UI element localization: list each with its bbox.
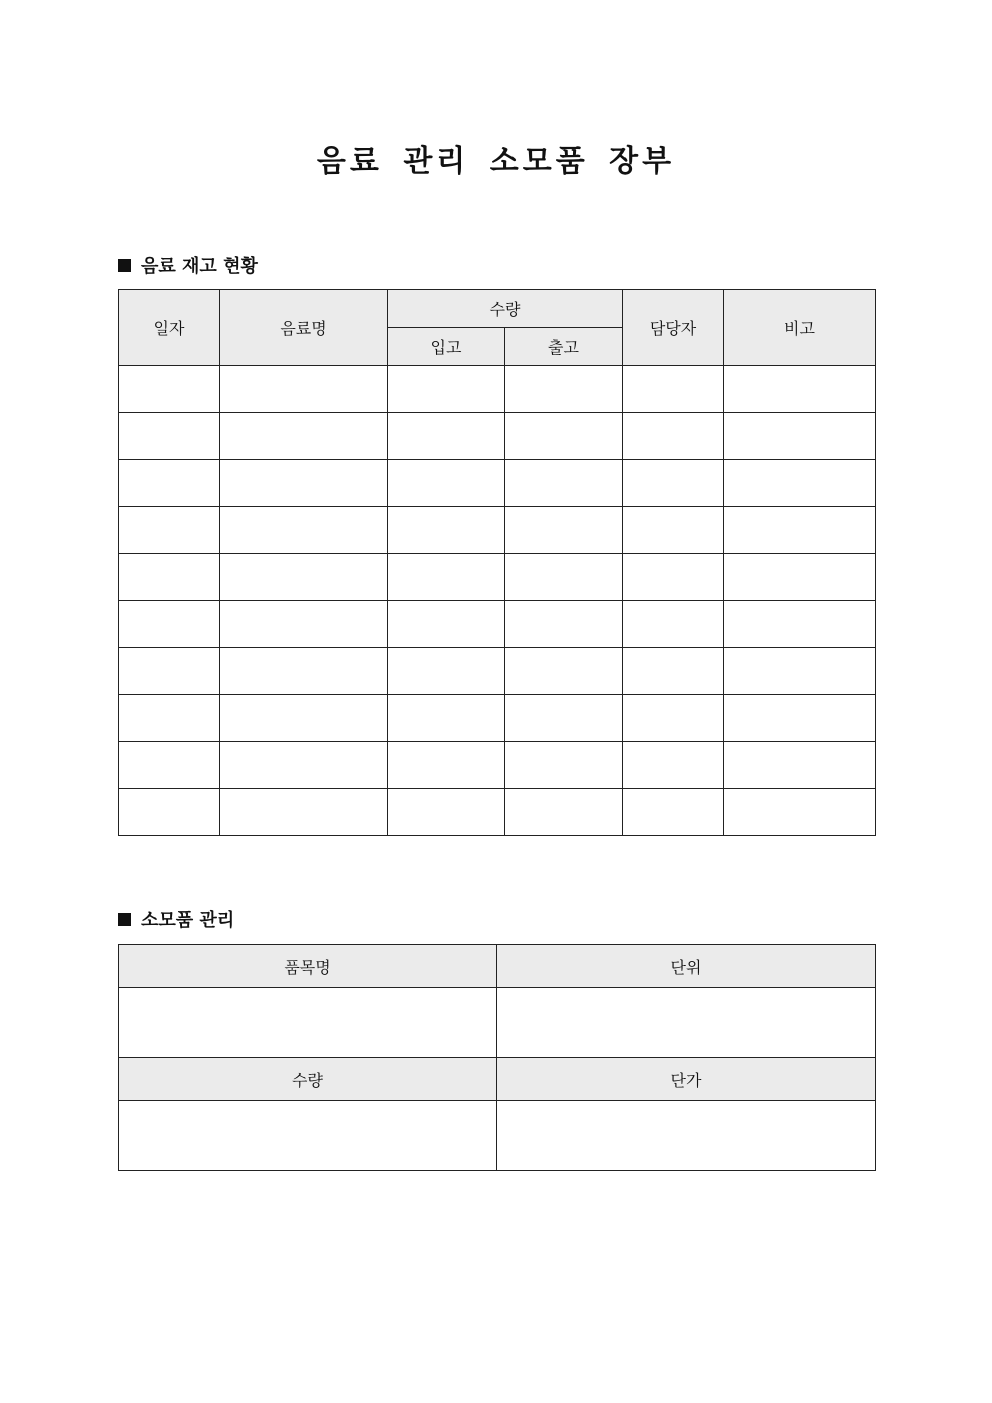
square-bullet-icon bbox=[118, 259, 131, 272]
unit-cell[interactable] bbox=[497, 988, 876, 1058]
item-name-header: 품목명 bbox=[119, 945, 497, 988]
date-cell[interactable] bbox=[119, 742, 220, 789]
manager-cell[interactable] bbox=[623, 554, 724, 601]
table-row bbox=[119, 742, 876, 789]
supply-header-row bbox=[119, 1058, 876, 1101]
remarks-cell[interactable] bbox=[724, 413, 876, 460]
supply-header-row bbox=[119, 945, 876, 988]
date-cell[interactable] bbox=[119, 695, 220, 742]
outgoing-cell[interactable] bbox=[505, 507, 623, 554]
stock-table-body bbox=[119, 366, 876, 836]
incoming-cell[interactable] bbox=[388, 507, 505, 554]
drink-name-cell[interactable] bbox=[220, 742, 388, 789]
remarks-header: 비고 bbox=[724, 290, 876, 366]
quantity-header: 수량 bbox=[388, 290, 623, 328]
manager-cell[interactable] bbox=[623, 507, 724, 554]
remarks-cell[interactable] bbox=[724, 554, 876, 601]
outgoing-cell[interactable] bbox=[505, 601, 623, 648]
stock-section-heading bbox=[118, 252, 258, 278]
unit-header: 단위 bbox=[497, 945, 876, 988]
remarks-cell[interactable] bbox=[724, 742, 876, 789]
incoming-cell[interactable] bbox=[388, 413, 505, 460]
drink-name-header: 음료명 bbox=[220, 290, 388, 366]
date-cell[interactable] bbox=[119, 554, 220, 601]
manager-cell[interactable] bbox=[623, 695, 724, 742]
manager-cell[interactable] bbox=[623, 460, 724, 507]
outgoing-cell[interactable] bbox=[505, 413, 623, 460]
quantity-header: 수량 bbox=[119, 1058, 497, 1101]
remarks-cell[interactable] bbox=[724, 366, 876, 413]
outgoing-cell[interactable] bbox=[505, 366, 623, 413]
date-cell[interactable] bbox=[119, 507, 220, 554]
outgoing-cell[interactable] bbox=[505, 742, 623, 789]
incoming-cell[interactable] bbox=[388, 601, 505, 648]
date-cell[interactable] bbox=[119, 601, 220, 648]
supply-section-title: 소모품 관리 bbox=[141, 910, 235, 931]
quantity-cell[interactable] bbox=[119, 1101, 497, 1171]
outgoing-cell[interactable] bbox=[505, 695, 623, 742]
outgoing-cell[interactable] bbox=[505, 789, 623, 836]
incoming-cell[interactable] bbox=[388, 460, 505, 507]
remarks-cell[interactable] bbox=[724, 648, 876, 695]
supply-table bbox=[118, 944, 876, 1171]
unit-price-cell[interactable] bbox=[497, 1101, 876, 1171]
drink-name-cell[interactable] bbox=[220, 366, 388, 413]
drink-name-cell[interactable] bbox=[220, 554, 388, 601]
remarks-cell[interactable] bbox=[724, 695, 876, 742]
table-row bbox=[119, 413, 876, 460]
manager-cell[interactable] bbox=[623, 742, 724, 789]
manager-cell[interactable] bbox=[623, 789, 724, 836]
drink-name-cell[interactable] bbox=[220, 695, 388, 742]
item-name-cell[interactable] bbox=[119, 988, 497, 1058]
table-row bbox=[119, 695, 876, 742]
date-cell[interactable] bbox=[119, 413, 220, 460]
outgoing-cell[interactable] bbox=[505, 554, 623, 601]
supply-section-heading bbox=[118, 906, 234, 932]
drink-name-cell[interactable] bbox=[220, 789, 388, 836]
incoming-cell[interactable] bbox=[388, 648, 505, 695]
remarks-cell[interactable] bbox=[724, 460, 876, 507]
table-row bbox=[119, 789, 876, 836]
remarks-cell[interactable] bbox=[724, 601, 876, 648]
table-row bbox=[119, 601, 876, 648]
unit-price-header: 단가 bbox=[497, 1058, 876, 1101]
stock-header-row bbox=[119, 290, 876, 328]
square-bullet-icon bbox=[118, 913, 131, 926]
manager-cell[interactable] bbox=[623, 366, 724, 413]
table-row bbox=[119, 648, 876, 695]
manager-cell[interactable] bbox=[623, 648, 724, 695]
outgoing-header: 출고 bbox=[505, 328, 623, 366]
incoming-header: 입고 bbox=[388, 328, 505, 366]
remarks-cell[interactable] bbox=[724, 789, 876, 836]
supply-value-row bbox=[119, 988, 876, 1058]
drink-name-cell[interactable] bbox=[220, 507, 388, 554]
incoming-cell[interactable] bbox=[388, 695, 505, 742]
manager-header: 담당자 bbox=[623, 290, 724, 366]
manager-cell[interactable] bbox=[623, 413, 724, 460]
incoming-cell[interactable] bbox=[388, 742, 505, 789]
date-cell[interactable] bbox=[119, 460, 220, 507]
incoming-cell[interactable] bbox=[388, 366, 505, 413]
stock-table bbox=[118, 289, 876, 836]
date-cell[interactable] bbox=[119, 789, 220, 836]
incoming-cell[interactable] bbox=[388, 789, 505, 836]
incoming-cell[interactable] bbox=[388, 554, 505, 601]
remarks-cell[interactable] bbox=[724, 507, 876, 554]
date-cell[interactable] bbox=[119, 366, 220, 413]
drink-name-cell[interactable] bbox=[220, 460, 388, 507]
supply-value-row bbox=[119, 1101, 876, 1171]
outgoing-cell[interactable] bbox=[505, 460, 623, 507]
table-row bbox=[119, 366, 876, 413]
drink-name-cell[interactable] bbox=[220, 601, 388, 648]
date-cell[interactable] bbox=[119, 648, 220, 695]
outgoing-cell[interactable] bbox=[505, 648, 623, 695]
stock-section-title: 음료 재고 현황 bbox=[141, 256, 258, 277]
date-header: 일자 bbox=[119, 290, 220, 366]
table-row bbox=[119, 460, 876, 507]
manager-cell[interactable] bbox=[623, 601, 724, 648]
page-title: 음료 관리 소모품 장부 bbox=[316, 144, 676, 179]
drink-name-cell[interactable] bbox=[220, 648, 388, 695]
table-row bbox=[119, 554, 876, 601]
drink-name-cell[interactable] bbox=[220, 413, 388, 460]
table-row bbox=[119, 507, 876, 554]
